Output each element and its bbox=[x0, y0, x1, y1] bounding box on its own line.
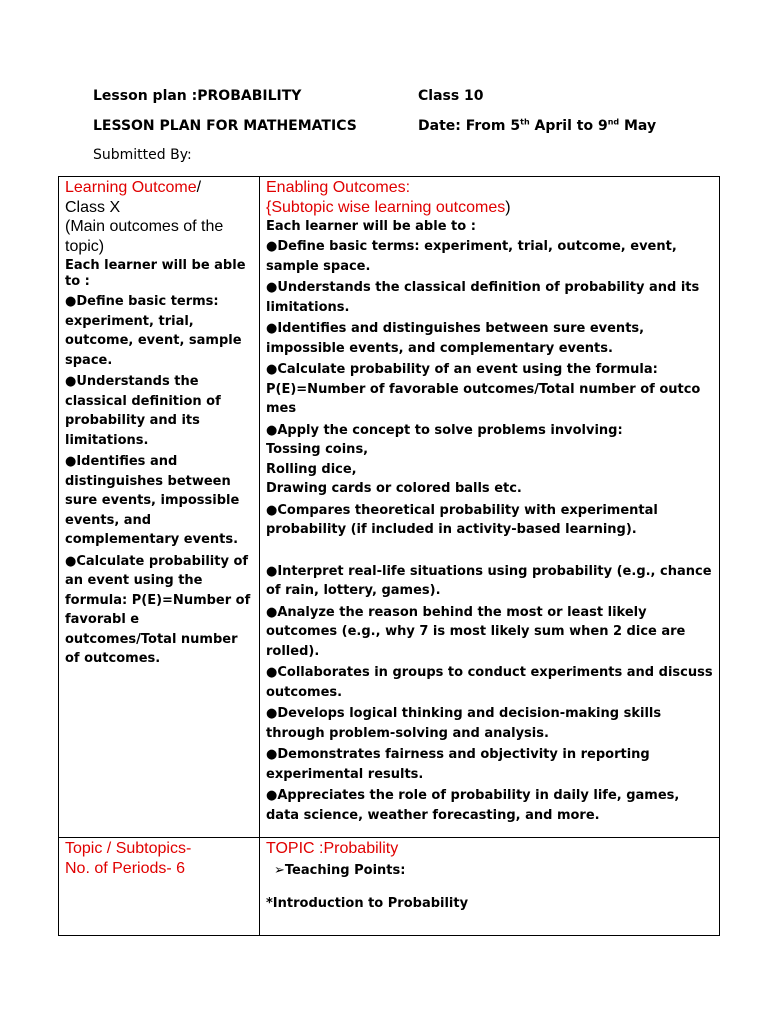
date-suffix: May bbox=[619, 118, 657, 134]
right-item: ●Calculate probability of an event using the formula: bbox=[266, 362, 658, 377]
learning-outcome-cell bbox=[59, 177, 260, 838]
topic-title: TOPIC :Probability bbox=[266, 840, 399, 857]
date-mid: April to 9 bbox=[529, 118, 608, 134]
subtopic-outcomes-title: {Subtopic wise learning outcomes bbox=[266, 198, 506, 216]
right-item: ●Interpret real-life situations using probability (e.g., chance of rain, lottery, games). bbox=[266, 563, 712, 598]
topic-cell bbox=[260, 838, 720, 936]
right-item: Rolling dice, bbox=[266, 461, 357, 477]
lesson-plan-title: Lesson plan :PROBABILITY bbox=[93, 88, 302, 104]
left-item: ●Define basic terms: experiment, trial, outcome, event, sample space. bbox=[65, 294, 242, 368]
subject-title: LESSON PLAN FOR MATHEMATICS bbox=[93, 118, 357, 134]
date-line bbox=[418, 118, 656, 134]
left-item: ●Understands the classical definition of probability and its limitations. bbox=[65, 374, 221, 448]
enabling-outcome-title: Enabling Outcomes: bbox=[266, 179, 411, 196]
main-outcomes-label: (Main outcomes of the topic) bbox=[65, 218, 224, 255]
left-item: ●Identifies and distinguishes between sure events, impossible events, and complementary events. bbox=[65, 454, 240, 547]
right-item: ●Demonstrates fairness and objectivity in reporting experimental results. bbox=[266, 747, 650, 782]
right-item: Drawing cards or colored balls etc. bbox=[266, 481, 522, 496]
right-item: Tossing coins, bbox=[266, 442, 369, 457]
right-item: ●Appreciates the role of probability in daily life, games, data science, weather forecasting, and more. bbox=[266, 788, 680, 823]
date-sup-2: nd bbox=[607, 117, 620, 127]
learning-outcome-title: Learning Outcome bbox=[65, 179, 197, 196]
right-item: ●Collaborates in groups to conduct experiments and discuss outcomes. bbox=[266, 665, 713, 700]
right-item: ●Understands the classical definition of probability and its limitations. bbox=[266, 280, 700, 315]
class-label: Class 10 bbox=[418, 88, 484, 104]
left-item: ●Calculate probability of an event using the formula: P(E)=Number of favorabl e outcomes/Total number of outcomes. bbox=[65, 553, 251, 666]
date-prefix: Date: From 5 bbox=[418, 118, 521, 134]
lesson-plan-table bbox=[58, 176, 720, 936]
left-intro: Each learner will be able to : bbox=[65, 258, 246, 289]
teaching-points-label: ➢Teaching Points: bbox=[274, 862, 406, 878]
outcomes-row bbox=[59, 177, 720, 838]
enabling-outcome-heading bbox=[266, 178, 713, 217]
right-item: ●Analyze the reason behind the most or least likely outcomes (e.g., why 7 is most likely sum when 2 dice are rolled). bbox=[266, 604, 686, 659]
topic-subtopics-label: Topic / Subtopics- bbox=[65, 840, 192, 857]
subtopic-close-paren: ) bbox=[505, 198, 511, 216]
right-item: ●Apply the concept to solve problems involving: bbox=[266, 422, 623, 438]
topic-row bbox=[59, 838, 720, 936]
topic-subtopics-heading bbox=[65, 839, 253, 878]
periods-label: No. of Periods- 6 bbox=[65, 859, 186, 877]
topic-subtopics-cell bbox=[59, 838, 260, 936]
right-item: ●Define basic terms: experiment, trial, outcome, event, sample space. bbox=[266, 239, 677, 274]
enabling-outcome-cell bbox=[260, 177, 720, 838]
date-sup-1: th bbox=[520, 117, 530, 127]
class-x-label: Class X bbox=[65, 198, 121, 216]
right-intro: Each learner will be able to : bbox=[266, 219, 476, 234]
submitted-by: Submitted By: bbox=[93, 147, 192, 163]
right-item: P(E)=Number of favorable outcomes/Total number of outco mes bbox=[266, 381, 701, 416]
intro-to-probability: *Introduction to Probability bbox=[266, 895, 469, 911]
spacer bbox=[266, 540, 713, 562]
right-item: ●Identifies and distinguishes between sure events, impossible events, and complementary events. bbox=[266, 321, 645, 356]
learning-outcome-heading bbox=[65, 178, 253, 256]
right-item: ●Develops logical thinking and decision-making skills through problem-solving and analysis. bbox=[266, 706, 662, 741]
right-item: ●Compares theoretical probability with experimental probability (if included in activity-based learning). bbox=[266, 502, 658, 537]
learning-outcome-slash: / bbox=[196, 179, 202, 196]
